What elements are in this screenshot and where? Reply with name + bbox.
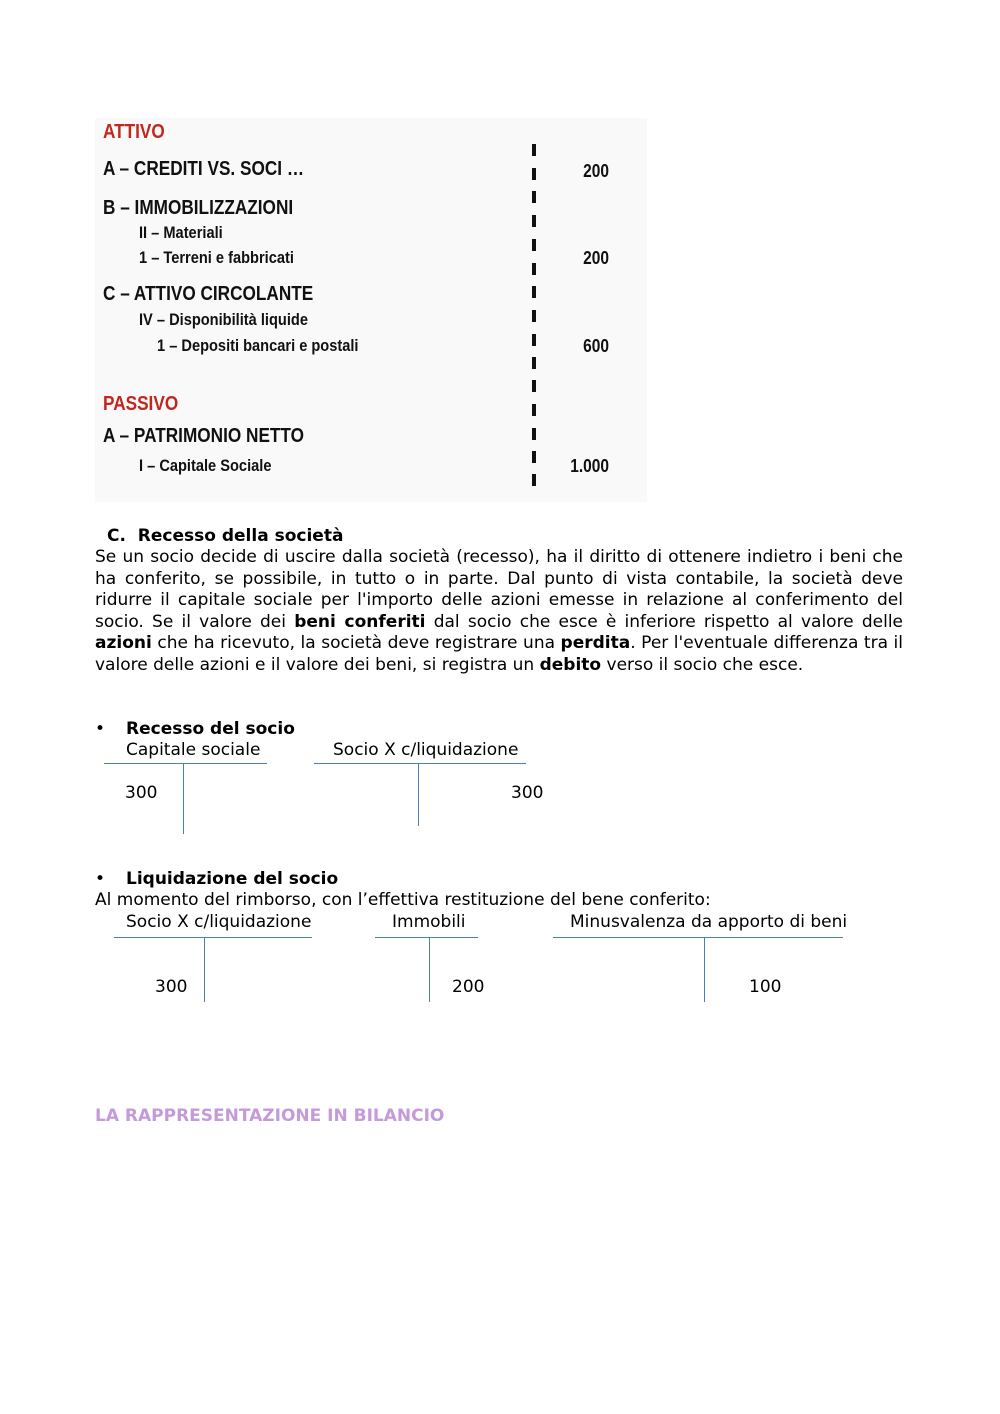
t-account-immobili-name: Immobili <box>392 912 466 932</box>
section-c-title: Recesso della società <box>137 526 344 546</box>
rappresentazione-bilancio-heading: LA RAPPRESENTAZIONE IN BILANCIO <box>95 1106 445 1126</box>
depositi-value: 600 <box>583 336 609 356</box>
t-account-socio-x-liq-top <box>114 937 312 938</box>
section-c-marker: C. <box>107 526 126 546</box>
t-account-capitale-divider <box>183 763 184 834</box>
capitale-sociale-label: I – Capitale Sociale <box>139 456 272 475</box>
t-account-capitale-sociale-name: Capitale sociale <box>126 740 261 760</box>
patrimonio-netto-label: A – PATRIMONIO NETTO <box>103 425 304 447</box>
bullet-recesso: • <box>95 719 106 739</box>
t-account-minusvalenza-divider <box>704 937 705 1002</box>
t-account-socio-x-divider <box>418 763 419 826</box>
emphasis-azioni: azioni <box>95 633 152 653</box>
crediti-value: 200 <box>583 161 609 181</box>
immobili-credit-value: 200 <box>452 977 485 997</box>
emphasis-beni-conferiti: beni conferiti <box>294 611 426 632</box>
t-account-socio-x-liq-name: Socio X c/liquidazione <box>126 912 312 932</box>
socio-x-credit-value: 300 <box>511 783 544 803</box>
terreni-value: 200 <box>583 248 609 268</box>
terreni-label: 1 – Terreni e fabbricati <box>139 248 294 267</box>
liquidazione-title: Liquidazione del socio <box>126 869 339 889</box>
recesso-title: Recesso del socio <box>126 719 295 739</box>
bullet-liquidazione: • <box>95 869 106 889</box>
t-account-capitale-top <box>104 763 267 764</box>
immobilizzazioni-label: B – IMMOBILIZZAZIONI <box>103 197 294 219</box>
t-account-immobili-top <box>375 937 478 938</box>
t-account-socio-x-liq-divider <box>204 937 205 1002</box>
t-account-immobili-divider <box>429 937 430 1002</box>
crediti-label: A – CREDITI VS. SOCI … <box>103 158 305 180</box>
disponibilita-label: IV – Disponibilità liquide <box>139 310 308 329</box>
capitale-debit-value: 300 <box>125 783 158 803</box>
materiali-label: II – Materiali <box>139 223 223 242</box>
capitale-sociale-value: 1.000 <box>570 456 609 476</box>
emphasis-debito: debito <box>539 654 602 675</box>
depositi-label: 1 – Depositi bancari e postali <box>157 336 359 355</box>
attivo-heading: ATTIVO <box>103 121 165 143</box>
recesso-paragraph: Se un socio decide di uscire dalla società (recesso), ha il diritto di ottenere indietro i beni che ha conferito, se possibile, in tutto o in parte. Dal punto di vista contabile, la società deve ridurre il capitale sociale per l'importo delle azioni emesse in relazione al conferimento del socio. Se il valore dei beni conferiti dal socio che esce è inferiore rispetto al valore delle azioni che ha ricevuto, la società deve registrare una perdita. Per l'eventuale differenza tra il valore delle azioni e il valore dei beni, si registra un debito verso il socio che esce. <box>95 547 904 675</box>
passivo-heading: PASSIVO <box>103 393 179 415</box>
t-account-minusvalenza-top <box>553 937 843 938</box>
balance-sheet-image <box>95 118 647 502</box>
t-account-socio-x-name: Socio X c/liquidazione <box>333 740 519 760</box>
circolante-label: C – ATTIVO CIRCOLANTE <box>103 283 314 305</box>
section-c-heading <box>107 526 343 546</box>
emphasis-perdita: perdita <box>560 633 631 653</box>
minusvalenza-value: 100 <box>749 977 782 997</box>
t-account-socio-x-top <box>314 763 526 764</box>
socio-x-liq-debit-value: 300 <box>155 977 188 997</box>
t-account-minusvalenza-name: Minusvalenza da apporto di beni <box>570 912 848 932</box>
liquidazione-intro: Al momento del rimborso, con l’effettiva restituzione del bene conferito: <box>95 890 711 910</box>
